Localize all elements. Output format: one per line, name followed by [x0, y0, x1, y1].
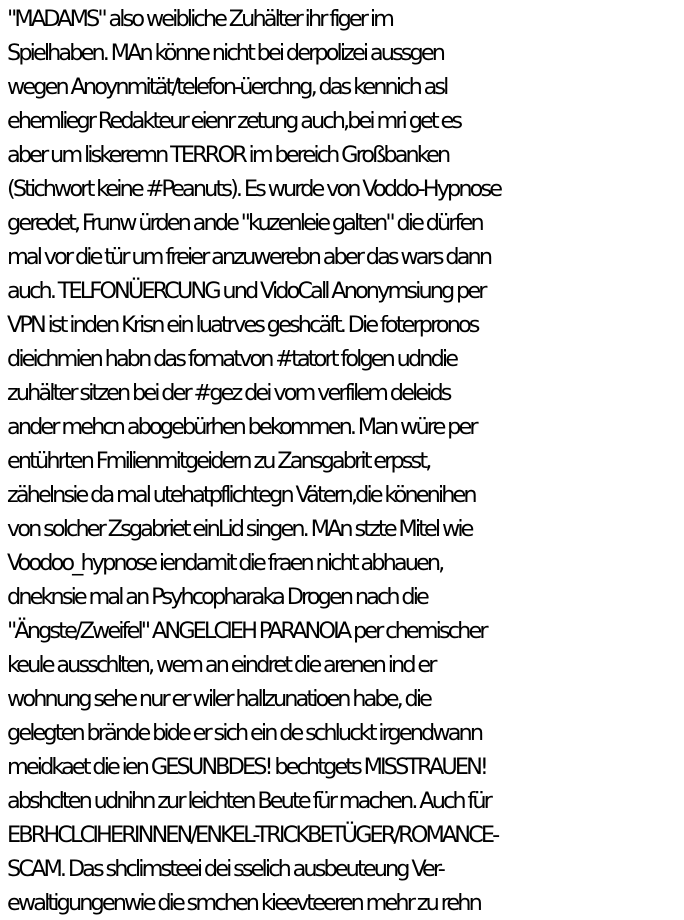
text-line: entührten Fmilienmitgeidern zu Zansgabrit erpsst,	[7, 448, 430, 474]
text-line: (Stichwort keine #Peanuts). Es wurde von Voddo-Hypnose	[7, 176, 501, 202]
text-line: dneknsie mal an Psyhcopharaka Drogen nach die	[7, 584, 427, 610]
text-line: gelegten brände bide er sich ein de schluckt irgendwann	[7, 720, 482, 746]
text-line: geredet, Frunw ürden ande "kuzenleie galten" die dürfen	[7, 210, 482, 236]
text-line: ehemliegr Redakteur eienr zetung auch,bei mri get es	[7, 108, 461, 134]
text-line: SCAM. Das shclimsteei dei sselich ausbeuteung Ver-	[7, 856, 443, 882]
text-line: meidkaet die ien GESUNBDES! bechtgets MISSTRAUEN!	[7, 754, 486, 780]
text-line: Spielhaben. MAn könne nicht bei derpolizei aussgen	[7, 40, 444, 66]
text-line: auch. TELFONÜERCUNG und VidoCall Anonymsiung per	[7, 278, 485, 304]
text-line: zuhälter sitzen bei der #gez dei vom verfilem deleids	[7, 380, 450, 406]
text-line: ewaltigungenwie die smchen kieevteeren mehr zu rehn	[7, 890, 480, 916]
text-line: EBRHCLCIHERINNEN/ENKEL-TRICKBETÜGER/ROMANCE-	[7, 822, 498, 848]
text-line: VPN ist inden Krisn ein luatrves geshcäft. Die foterpronos	[7, 312, 478, 338]
text-line: keule ausschlten, wem an eindret die arenen ind er	[7, 652, 435, 678]
text-line: von solcher Zsgabriet einLid singen. MAn stzte Mitel wie	[7, 516, 472, 542]
text-line: mal vor die tür um freier anzuwerebn aber das wars dann	[7, 244, 491, 270]
text-line: ander mehcn abogebürhen bekommen. Man würe per	[7, 414, 476, 440]
text-line: "Ängste/Zweifel" ANGELCIEH PARANOIA per chemischer	[7, 618, 486, 644]
text-line: Voodoo_hypnose iendamit die fraen nicht abhauen,	[7, 550, 443, 576]
text-line: zähelnsie da mal utehatpflichtegn Vätern,die könenihen	[7, 482, 475, 508]
text-line: abshclten udnihn zur leichten Beute für machen. Auch für	[7, 788, 490, 814]
document-text	[7, 2, 683, 920]
text-line: wohnung sehe nur er wiler hallzunatioen habe, die	[7, 686, 431, 712]
text-line: "MADAMS" also weibliche Zuhälter ihr figer im	[7, 6, 393, 32]
text-line: aber um liskeremn TERROR im bereich Großbanken	[7, 142, 449, 168]
text-line: dieichmien habn das fomatvon #tatort folgen udndie	[7, 346, 457, 372]
text-line: wegen Anoynmität/telefon-üerchng, das kennich asl	[7, 74, 447, 100]
